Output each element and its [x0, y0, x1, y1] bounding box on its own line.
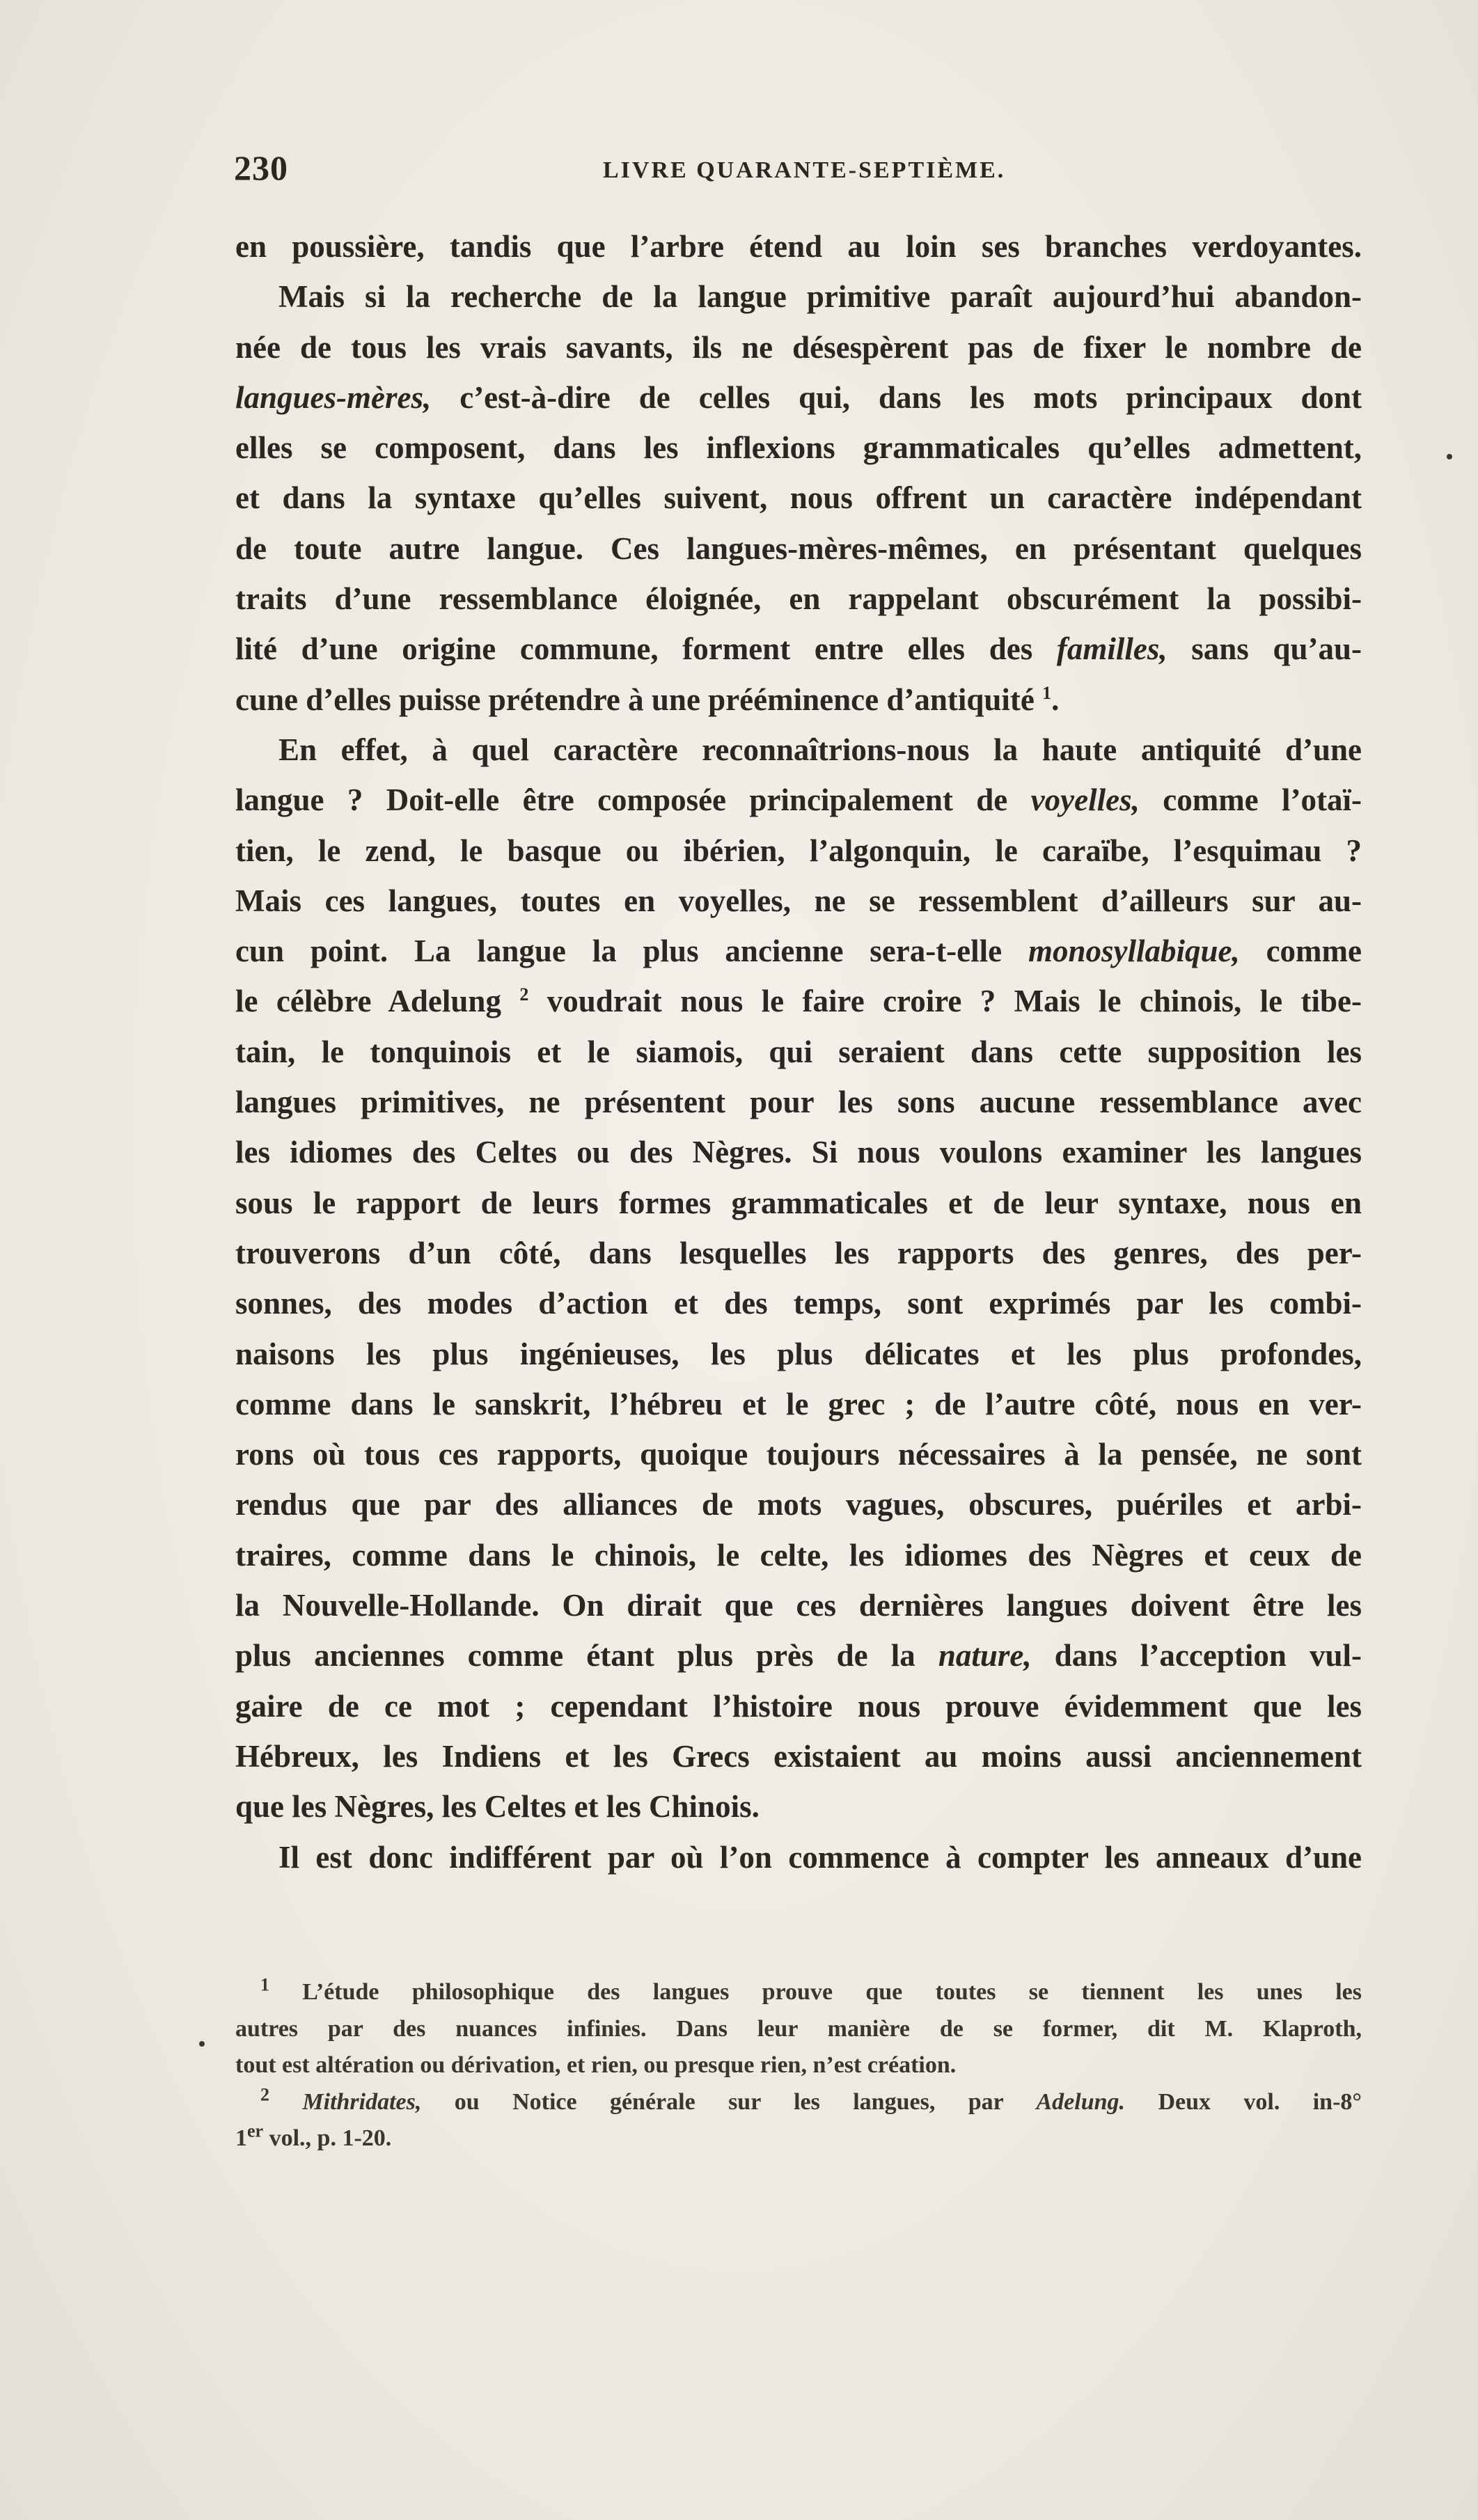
text-run: dans l’acception vul- — [1031, 1638, 1362, 1674]
footnote-line: autres par des nuances infinies. Dans leur manière de se former, dit M. Klaproth, — [235, 2015, 1362, 2042]
text-run: plus anciennes comme étant plus près de la — [235, 1638, 938, 1674]
text-line: et dans la syntaxe qu’elles suivent, nous offrent un caractère indépendant — [235, 480, 1362, 516]
text-run: vol., p. 1-20. — [263, 2125, 392, 2151]
text-line: sous le rapport de leurs formes grammaticales et de leur syntaxe, nous en — [235, 1185, 1362, 1220]
text-line: en poussière, tandis que l’arbre étend au loin ses branches verdoyantes. — [235, 229, 1362, 264]
text-run: voudrait nous le faire croire ? Mais le chinois, le tibe- — [528, 984, 1362, 1019]
text-line: En effet, à quel caractère reconnaîtrions-nous la haute antiquité d’une — [278, 732, 1362, 767]
text-line: que les Nègres, les Celtes et les Chinois. — [235, 1789, 760, 1825]
text-line: les idiomes des Celtes ou des Nègres. Si nous voulons examiner les langues — [235, 1135, 1362, 1170]
body-text — [235, 221, 1362, 1882]
text-run: langue ? Doit-elle être composée principalement de — [235, 782, 1031, 818]
text-run: 1 — [235, 2125, 247, 2151]
footnote-ref: 1 — [1042, 682, 1052, 703]
text-line: de toute autre langue. Ces langues-mères-mêmes, en présentant quelques — [235, 530, 1362, 566]
italic-term: familles, — [1056, 631, 1168, 667]
text-line: comme dans le sanskrit, l’hébreu et le grec ; de l’autre côté, nous en ver- — [235, 1386, 1362, 1422]
text-line: Mais si la recherche de la langue primitive paraît aujourd’hui abandon- — [278, 279, 1362, 315]
text-line — [235, 372, 1362, 423]
text-run: . — [1051, 682, 1060, 717]
margin-mark — [199, 2041, 205, 2047]
text-line: la Nouvelle-Hollande. On dirait que ces dernières langues doivent être les — [235, 1588, 1362, 1623]
text-run: cun point. La langue la plus ancienne sera-t-elle — [235, 934, 1028, 969]
italic-author: Adelung. — [1036, 2088, 1126, 2115]
italic-term: nature, — [938, 1638, 1032, 1674]
text-line — [235, 775, 1362, 825]
margin-mark — [1447, 454, 1452, 459]
text-line: Mais ces langues, toutes en voyelles, ne se ressemblent d’ailleurs sur au- — [235, 883, 1362, 918]
italic-term: voyelles, — [1030, 782, 1140, 818]
text-line: rons où tous ces rapports, quoique toujours nécessaires à la pensée, ne sont — [235, 1437, 1362, 1472]
text-line: trouverons d’un côté, dans lesquelles les rapports des genres, des per- — [235, 1235, 1362, 1270]
text-line: née de tous les vrais savants, ils ne désespèrent pas de fixer le nombre de — [235, 329, 1362, 365]
text-line — [235, 1630, 1362, 1680]
text-run: comme — [1239, 934, 1362, 969]
text-line: gaire de ce mot ; cependant l’histoire nous prouve évidemment que les — [235, 1688, 1362, 1724]
text-line: elles se composent, dans les inflexions grammaticales qu’elles admettent, — [235, 430, 1362, 466]
text-line: traits d’une ressemblance éloignée, en rappelant obscurément la possibi- — [235, 581, 1362, 617]
ordinal-suffix: er — [247, 2120, 264, 2141]
text-run: c’est-à-dire de celles qui, dans les mots principaux dont — [431, 379, 1362, 415]
footnotes — [235, 1974, 1362, 2157]
italic-term: langues-mères, — [235, 379, 432, 415]
text-run: Deux vol. in-8° — [1125, 2088, 1362, 2115]
text-line — [235, 926, 1362, 976]
text-line — [235, 976, 1362, 1026]
text-line: traires, comme dans le chinois, le celte, les idiomes des Nègres et ceux de — [235, 1537, 1362, 1573]
text-line: langues primitives, ne présentent pour les sons aucune ressemblance avec — [235, 1085, 1362, 1120]
text-line — [235, 624, 1362, 674]
page-header — [234, 148, 1362, 196]
text-line: naisons les plus ingénieuses, les plus délicates et les plus profondes, — [235, 1336, 1362, 1371]
footnote-number: 2 — [260, 2084, 269, 2105]
running-title: LIVRE QUARANTE-SEPTIÈME. — [603, 157, 1006, 183]
text-run: sans qu’au- — [1167, 631, 1362, 667]
footnote-line: tout est altération ou dérivation, et rien, ou presque rien, n’est création. — [235, 2052, 957, 2078]
text-line: Il est donc indifférent par où l’on commence à compter les anneaux d’une — [278, 1839, 1362, 1875]
footnote-number: 1 — [260, 1974, 269, 1995]
text-line: sonnes, des modes d’action et des temps, sont exprimés par les combi- — [235, 1286, 1362, 1321]
footnote-ref: 2 — [519, 984, 529, 1005]
footnote-1 — [260, 1974, 1362, 2011]
text-run: ou Notice générale sur les langues, par — [421, 2088, 1037, 2115]
text-run: lité d’une origine commune, forment entre elles des — [235, 631, 1057, 667]
text-line: Hébreux, les Indiens et les Grecs existaient au moins aussi anciennement — [235, 1738, 1362, 1774]
page-number: 230 — [234, 148, 288, 187]
text-run: cune d’elles puisse prétendre à une prééminence d’antiquité — [235, 682, 1043, 717]
footnote-2 — [260, 2084, 1362, 2121]
text-line: tien, le zend, le basque ou ibérien, l’algonquin, le caraïbe, l’esquimau ? — [235, 833, 1362, 868]
italic-title: Mithridates, — [269, 2088, 422, 2115]
text-line — [235, 675, 1362, 725]
text-line: rendus que par des alliances de mots vagues, obscures, puériles et arbi- — [235, 1487, 1362, 1522]
footnote-line — [235, 2120, 1362, 2157]
text-run: le célèbre Adelung — [235, 984, 520, 1019]
text-run: comme l’otaï- — [1139, 782, 1362, 818]
text-line: tain, le tonquinois et le siamois, qui seraient dans cette supposition les — [235, 1034, 1362, 1069]
italic-term: monosyllabique, — [1028, 934, 1240, 969]
text-run: L’étude philosophique des langues prouve que toutes se tiennent les unes les — [269, 1979, 1362, 2005]
